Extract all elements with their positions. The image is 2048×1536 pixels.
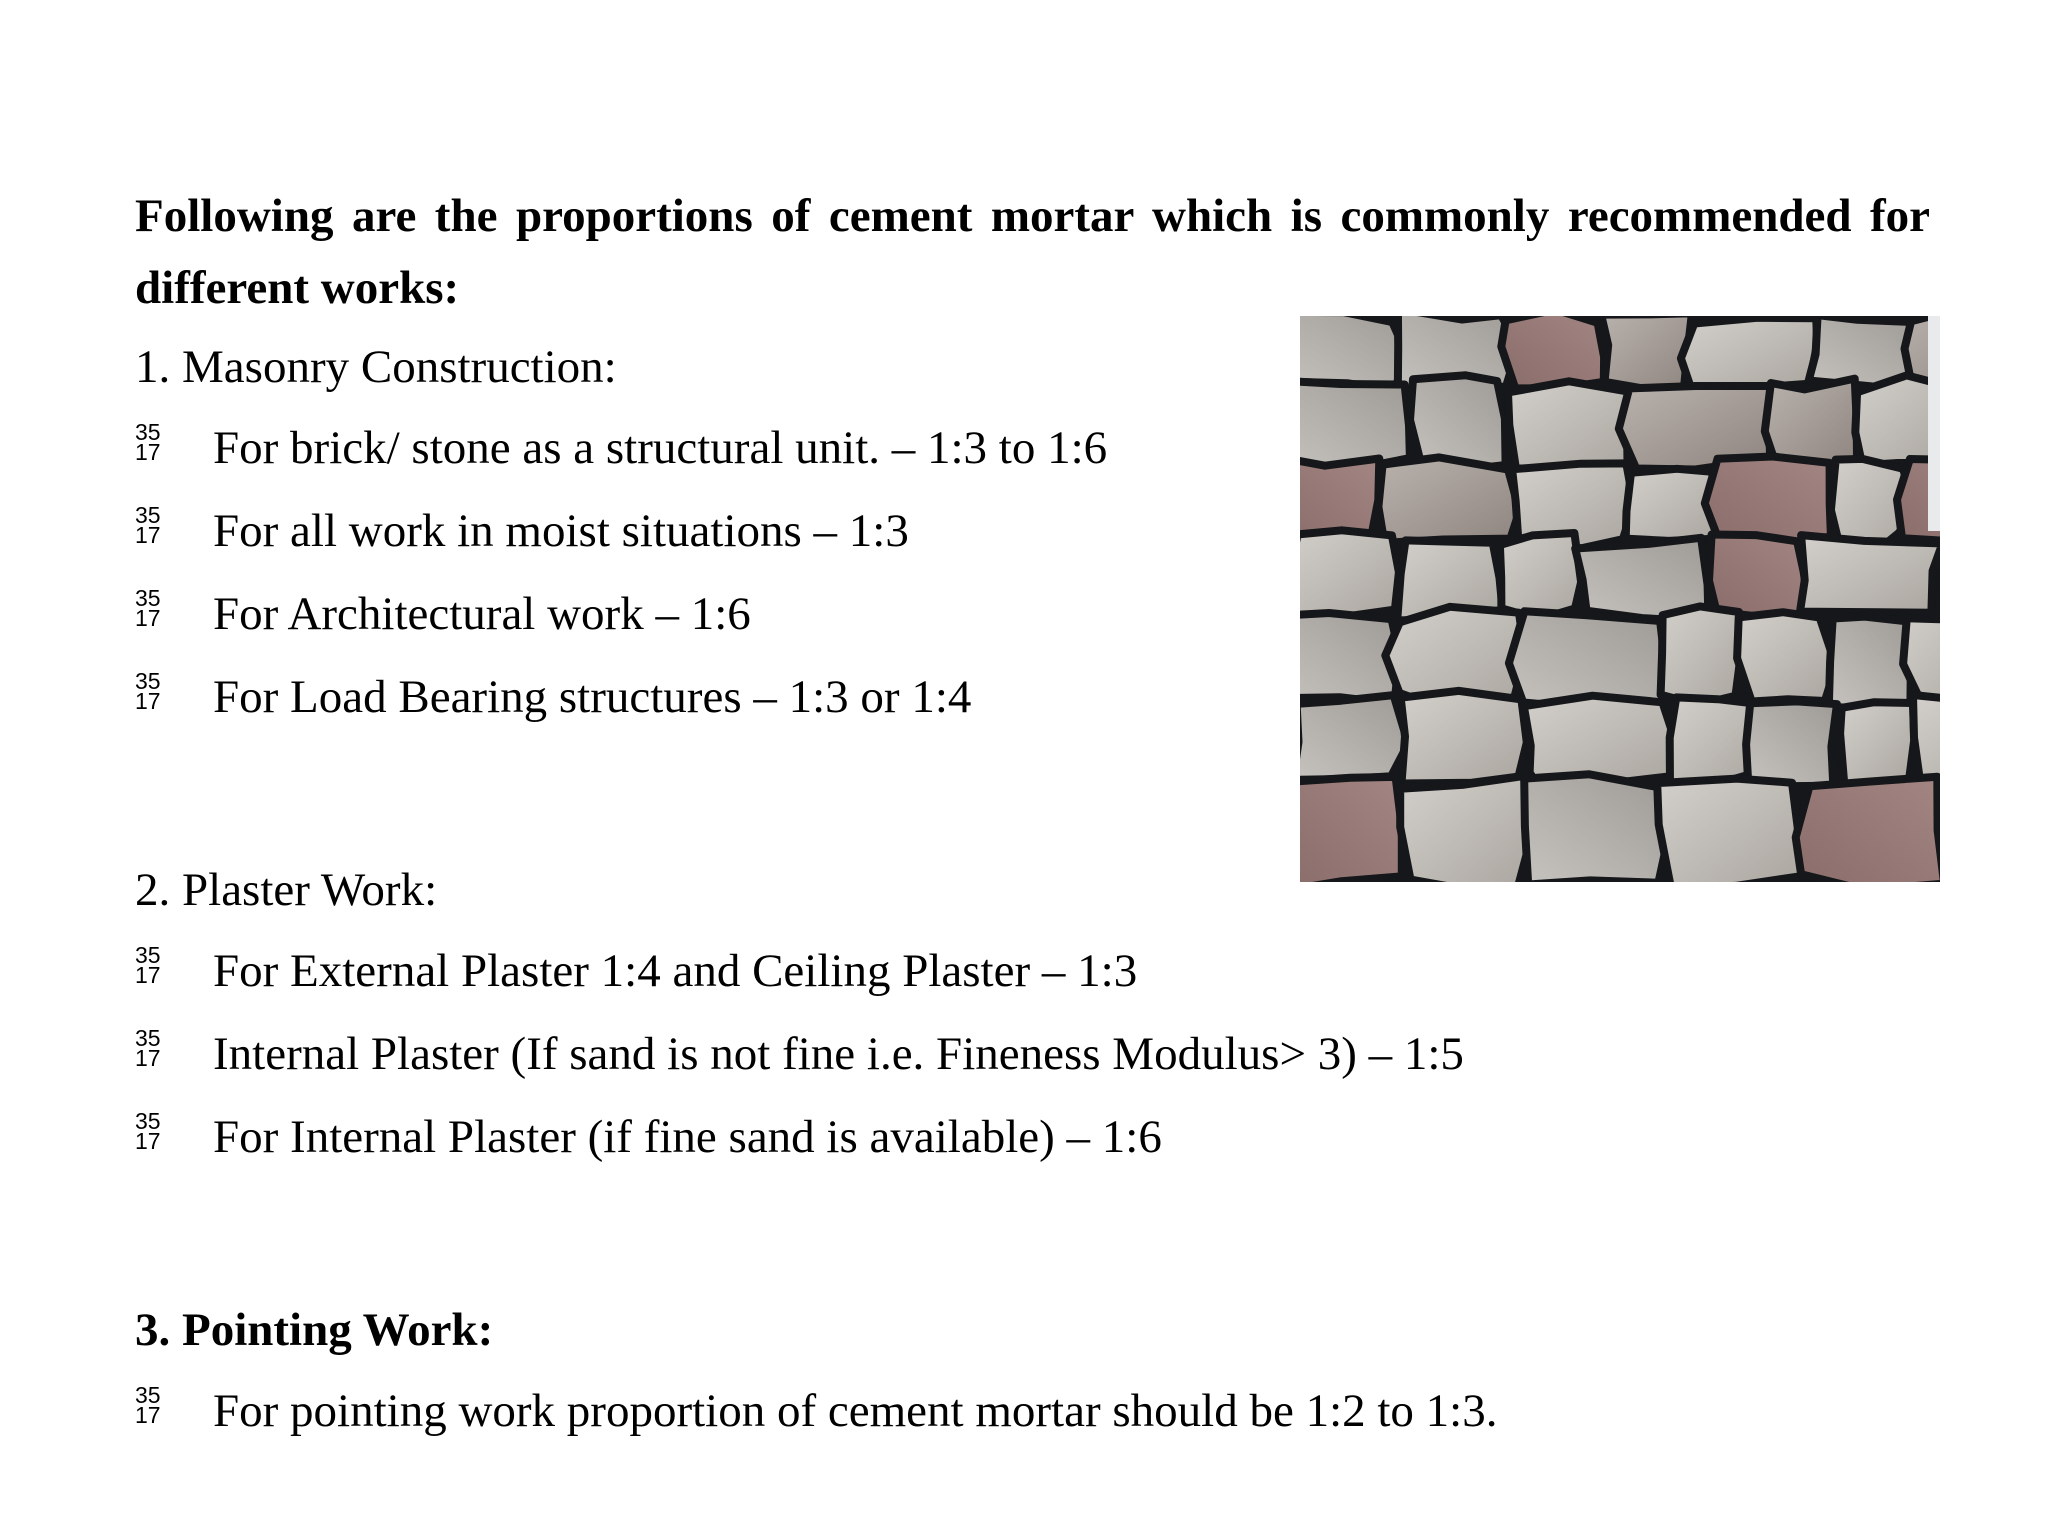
stone <box>1300 777 1402 882</box>
bullet-marker: 35 17 <box>135 1382 161 1428</box>
stone <box>1501 316 1604 388</box>
stone <box>1300 530 1399 617</box>
bullet-marker: 35 17 <box>135 585 161 631</box>
stone <box>1508 381 1632 470</box>
stone <box>1796 777 1940 882</box>
stone <box>1601 316 1692 391</box>
list-item-text: For Load Bearing structures – 1:3 or 1:4 <box>213 671 972 723</box>
stone <box>1681 318 1817 390</box>
stone <box>1746 701 1837 786</box>
stone <box>1855 375 1940 465</box>
list-item-text: For brick/ stone as a structural unit. – 1:3 to 1:6 <box>213 422 1108 474</box>
list-item-text: For all work in moist situations – 1:3 <box>213 505 909 557</box>
section-heading-pointing: 3. Pointing Work: <box>135 1304 494 1356</box>
list-item-text: Internal Plaster (If sand is not fine i.e. Fineness Modulus> 3) – 1:5 <box>213 1028 1464 1080</box>
bullet-marker: 35 17 <box>135 668 161 714</box>
stone <box>1657 779 1802 882</box>
stone <box>1709 535 1811 619</box>
wall-edge <box>1928 316 1940 531</box>
stone <box>1401 691 1527 784</box>
bullet-marker: 35 17 <box>135 942 161 988</box>
section-heading-plaster: 2. Plaster Work: <box>135 864 438 916</box>
stone <box>1524 774 1671 882</box>
intro-paragraph: Following are the proportions of cement mortar which is commonly recommended for different works: <box>135 190 1930 314</box>
list-item-text: For Internal Plaster (if fine sand is available) – 1:6 <box>213 1111 1162 1163</box>
bullet-marker: 35 17 <box>135 1025 161 1071</box>
stone <box>1661 606 1741 704</box>
list-item-text: For Architectural work – 1:6 <box>213 588 751 640</box>
list-item-text: For pointing work proportion of cement mortar should be 1:2 to 1:3. <box>213 1385 1498 1437</box>
bullet-marker: 35 17 <box>135 1108 161 1154</box>
stone <box>1400 775 1532 882</box>
list-item-text: For External Plaster 1:4 and Ceiling Plaster – 1:3 <box>213 945 1138 997</box>
stone <box>1378 457 1519 543</box>
stone <box>1300 695 1408 780</box>
stone <box>1800 535 1940 613</box>
bullet-marker: 35 17 <box>135 502 161 548</box>
bullet-marker: 35 17 <box>135 419 161 465</box>
stone-wall-photo <box>1300 316 1940 882</box>
stone <box>1500 533 1581 619</box>
stone <box>1913 695 1940 782</box>
stone <box>1300 381 1410 470</box>
section-heading-masonry: 1. Masonry Construction: <box>135 341 617 393</box>
stone-group <box>1300 316 1940 882</box>
stone <box>1840 702 1914 785</box>
stone <box>1737 612 1836 701</box>
